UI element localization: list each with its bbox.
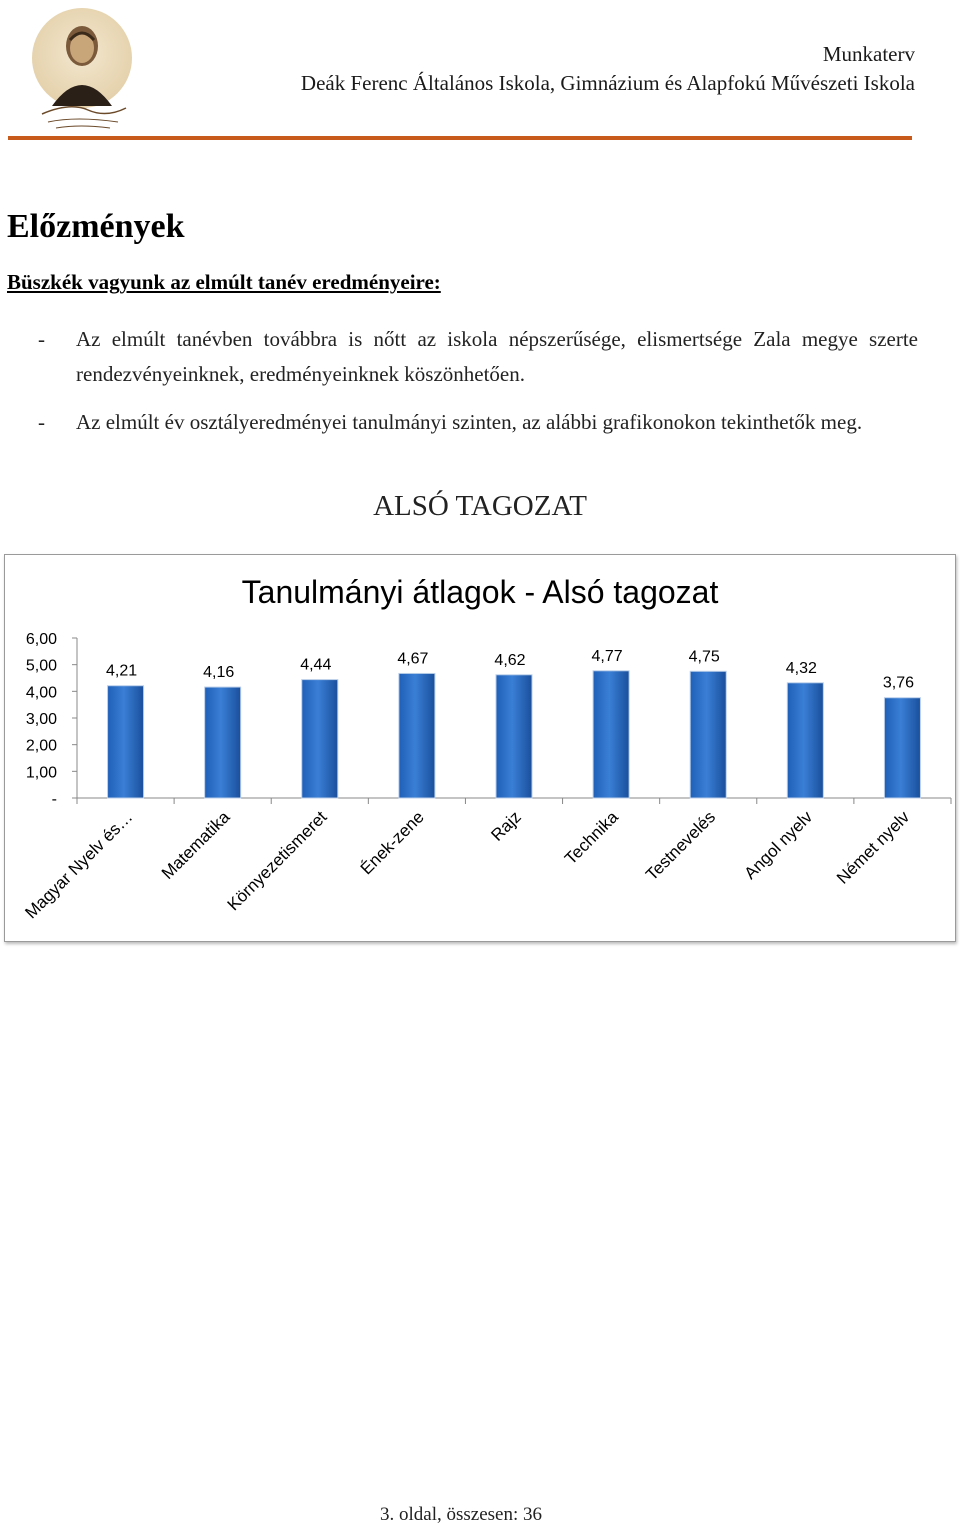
x-category-label: Magyar Nyelv és… (21, 807, 137, 923)
x-category-label: Technika (561, 807, 622, 869)
x-category-label: Ének-zene (356, 807, 428, 879)
data-label: 4,32 (785, 659, 817, 677)
data-label: 4,44 (300, 656, 332, 674)
section-title: Előzmények (7, 208, 185, 245)
data-label: 4,62 (494, 651, 526, 669)
doc-type-label: Munkaterv (822, 42, 915, 66)
y-tick-label: 1,00 (25, 764, 57, 782)
bullet-item (38, 405, 918, 440)
bullet-dash: - (38, 327, 45, 351)
school-logo-portrait (30, 6, 134, 132)
data-label: 4,67 (397, 650, 429, 668)
chart-bar (399, 673, 435, 798)
x-category-label: Testnevelés (642, 807, 720, 885)
y-tick-label: - (51, 791, 57, 808)
chart-bar (787, 683, 823, 798)
data-label: 4,75 (688, 648, 720, 666)
y-tick-label: 4,00 (25, 684, 57, 702)
header-divider (8, 136, 912, 140)
chart-title: Tanulmányi átlagok - Alsó tagozat (241, 574, 719, 610)
data-label: 4,77 (591, 647, 623, 665)
chart-bar (205, 687, 241, 798)
data-label: 4,16 (203, 664, 235, 682)
bullet-item (38, 322, 918, 392)
chart-bar (108, 686, 144, 798)
data-label: 4,21 (105, 662, 138, 680)
bullet-dash: - (38, 410, 45, 434)
chart-bar (302, 680, 338, 798)
chart-bar (884, 698, 920, 798)
school-name: Deák Ferenc Általános Iskola, Gimnázium és Alapfokú Művészeti Iskola (300, 71, 915, 95)
bullet-text: Az elmúlt tanévben továbbra is nőtt az iskola népszerűsége, elismertsége Zala megye szerte rendezvényeinknek, eredményeinknek köszönhetően. (76, 327, 918, 386)
x-category-label: Rajz (487, 807, 525, 845)
y-tick-label: 6,00 (25, 631, 57, 648)
section-subtitle: Büszkék vagyunk az elmúlt tanév eredményeire: (7, 270, 441, 294)
y-tick-label: 3,00 (25, 711, 57, 728)
chart-bar (593, 671, 629, 798)
chart-heading: ALSÓ TAGOZAT (373, 490, 587, 522)
bullet-text: Az elmúlt év osztályeredményei tanulmányi szinten, az alábbi grafikonokon tekinthetők meg. (76, 410, 863, 434)
y-tick-label: 5,00 (25, 657, 57, 675)
x-category-label: Német nyelv (833, 807, 914, 888)
x-category-label: Matematika (157, 807, 234, 883)
page-footer: 3. oldal, összesen: 36 (379, 1504, 542, 1525)
chart-bar (690, 671, 726, 798)
y-tick-label: 2,00 (25, 737, 57, 755)
page-header (301, 40, 915, 98)
x-category-label: Angol nyelv (740, 807, 817, 883)
x-category-label: Környezetismeret (223, 807, 331, 915)
chart-bar (496, 675, 532, 798)
chart-canvas (5, 555, 955, 941)
bar-chart (4, 554, 956, 942)
data-label: 3,76 (882, 674, 915, 692)
